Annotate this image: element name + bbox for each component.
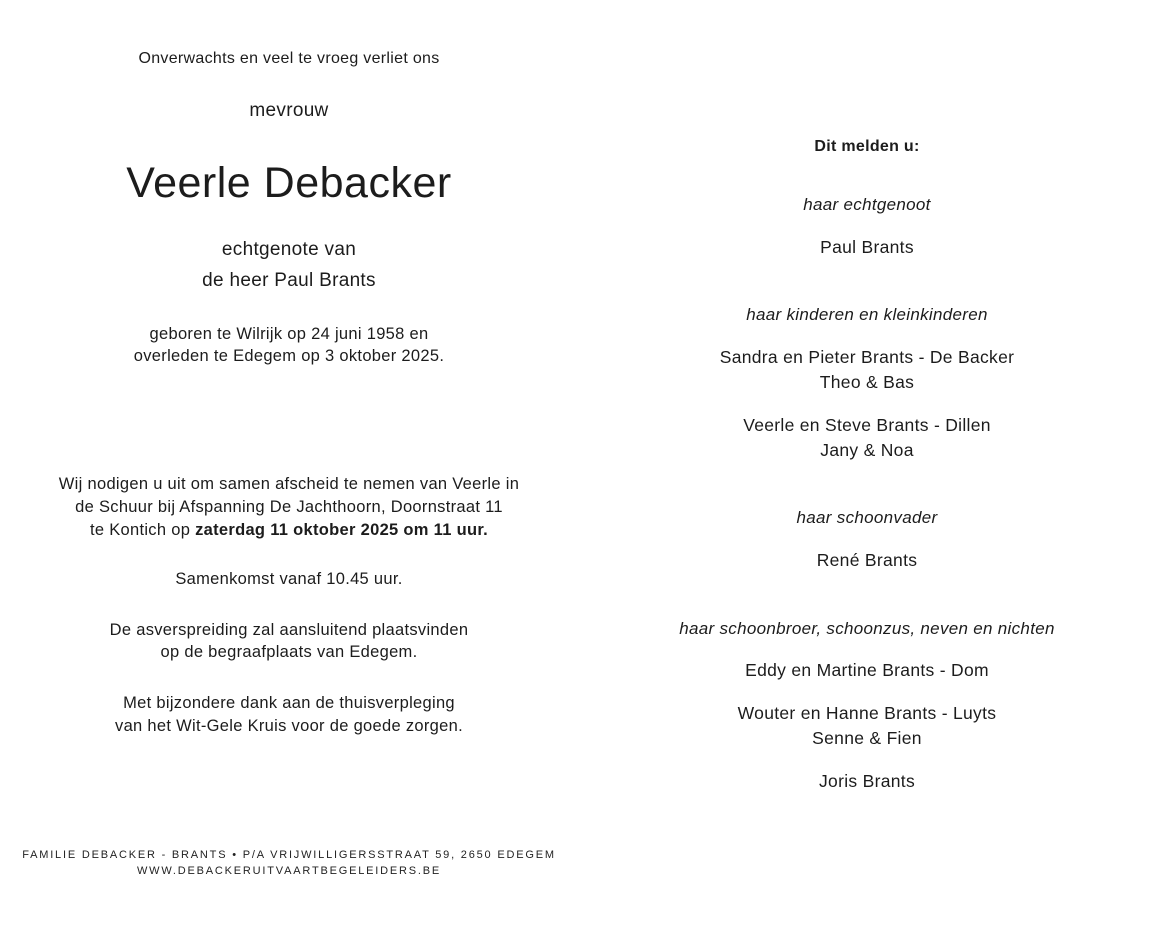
invitation-line-2: de Schuur bij Afspanning De Jachthoorn, Doornstraat 11 — [75, 498, 503, 516]
relative-name: Jany & Noa — [820, 440, 914, 460]
life-dates-line-2: overleden te Edegem op 3 oktober 2025. — [133, 347, 445, 365]
relative-name: Wouter en Hanne Brants - Luyts — [737, 703, 997, 723]
ceremony-datetime: zaterdag 11 oktober 2025 om 11 uur. — [195, 521, 489, 539]
relation-label-father-in-law: haar schoonvader — [796, 508, 938, 527]
relation-label-children: haar kinderen en kleinkinderen — [746, 305, 988, 324]
life-dates-line-1: geboren te Wilrijk op 24 juni 1958 en — [149, 325, 429, 343]
right-panel — [578, 0, 1156, 928]
gathering-time: Samenkomst vanaf 10.45 uur. — [175, 570, 403, 588]
deceased-name: Veerle Debacker — [126, 159, 452, 207]
invitation-line-1: Wij nodigen u uit om samen afscheid te nemen van Veerle in — [58, 475, 520, 493]
spouse-line-2: de heer Paul Brants — [202, 270, 376, 291]
spouse-line-1: echtgenote van — [221, 239, 357, 260]
relative-name: Sandra en Pieter Brants - De Backer — [719, 347, 1015, 367]
invitation-line-3 — [0, 521, 578, 539]
ashes-line-2: op de begraafplaats van Edegem. — [160, 643, 418, 661]
website-footer: WWW.DEBACKERUITVAARTBEGELEIDERS.BE — [136, 865, 442, 877]
invitation-line-3-prefix: te Kontich op — [89, 521, 196, 539]
relative-name: Veerle en Steve Brants - Dillen — [743, 415, 991, 435]
family-address-footer: FAMILIE DEBACKER - BRANTS • P/A VRIJWILLIGERSSTRAAT 59, 2650 EDEGEM — [22, 849, 556, 861]
ashes-line-1: De asverspreiding zal aansluitend plaatsvinden — [109, 621, 469, 639]
relative-name: Joris Brants — [819, 771, 915, 791]
relative-name: Theo & Bas — [819, 372, 915, 392]
intro-line: Onverwachts en veel te vroeg verliet ons — [138, 50, 440, 67]
relative-name: Paul Brants — [820, 237, 914, 257]
announcers-heading: Dit melden u: — [814, 138, 920, 155]
relation-label-in-laws: haar schoonbroer, schoonzus, neven en nichten — [679, 619, 1055, 638]
relation-label-husband: haar echtgenoot — [803, 195, 931, 214]
relative-name: René Brants — [816, 550, 918, 570]
salutation: mevrouw — [249, 100, 329, 121]
relative-name: Senne & Fien — [812, 728, 922, 748]
thanks-line-1: Met bijzondere dank aan de thuisverpleging — [123, 694, 455, 712]
relative-name: Eddy en Martine Brants - Dom — [745, 660, 989, 680]
thanks-line-2: van het Wit-Gele Kruis voor de goede zorgen. — [115, 717, 463, 735]
